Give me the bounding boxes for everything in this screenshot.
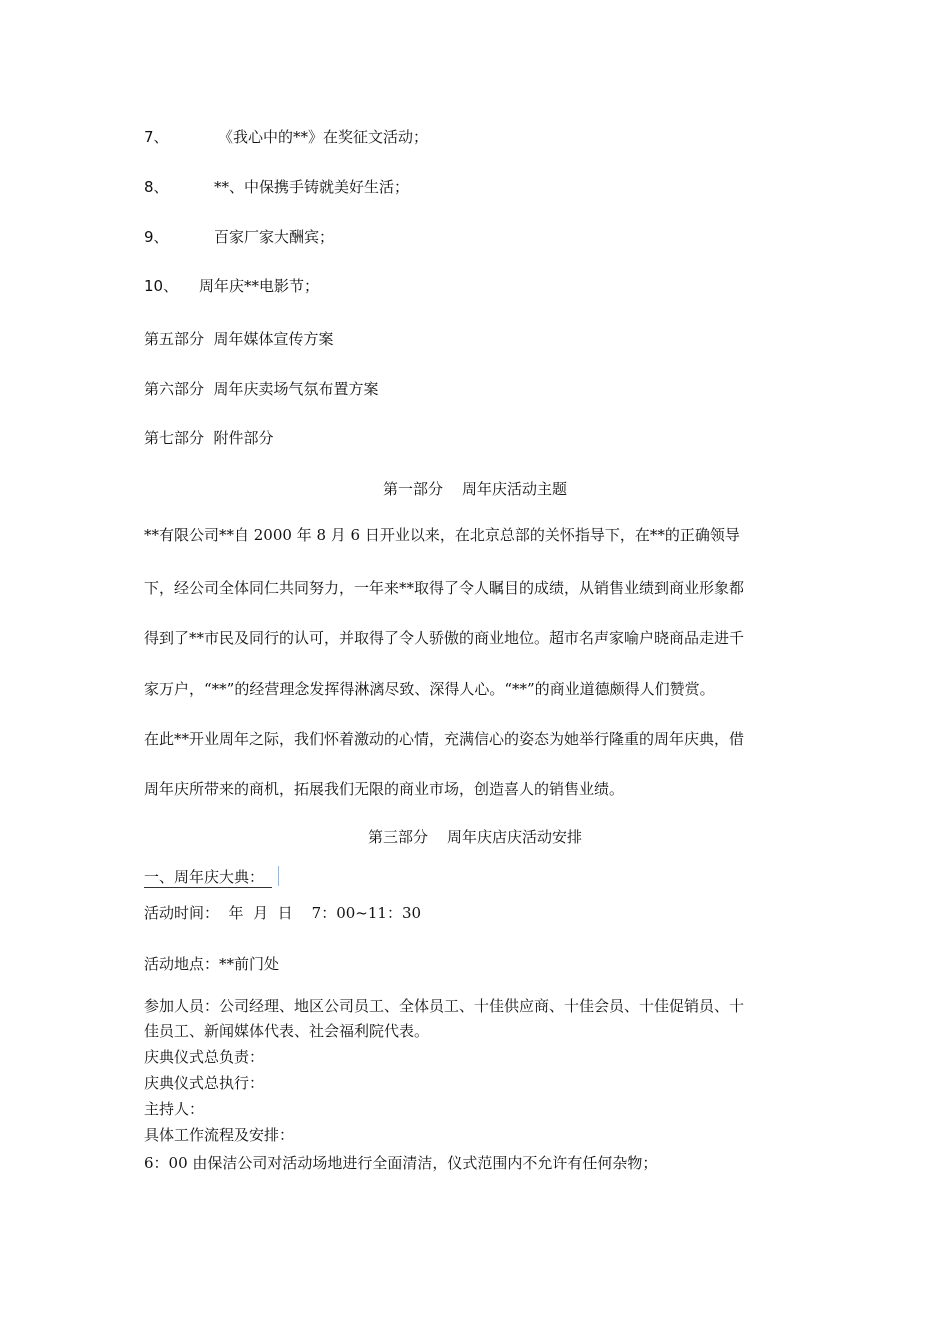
part-seven: 第七部分 附件部分	[144, 429, 274, 447]
text-cursor-marker	[278, 866, 279, 886]
ceremony-chief: 庆典仪式总负责：	[144, 1048, 265, 1066]
list-text: 百家厂家大酬宾；	[214, 228, 335, 246]
paragraph-line: 在此**开业周年之际，我们怀着激动的心情，充满信心的姿态为她举行隆重的周年庆典，借	[144, 730, 745, 748]
list-item-9	[144, 226, 334, 248]
paragraph-line: 得到了**市民及同行的认可，并取得了令人骄傲的商业地位。超市名声家喻户晓商品走进千	[144, 629, 745, 647]
list-text: 《我心中的**》在奖征文活动；	[218, 128, 429, 146]
workflow-step-600: 6：00 由保洁公司对活动场地进行全面清洁，仪式范围内不允许有任何杂物；	[144, 1154, 658, 1172]
activity-place: 活动地点：**前门处	[144, 955, 280, 973]
list-number: 9、	[144, 228, 169, 246]
paragraph-line: 家万户，“**”的经营理念发挥得淋漓尽致、深得人心。“**”的商业道德颇得人们赞赏。	[144, 680, 715, 698]
ceremony-executor: 庆典仪式总执行：	[144, 1074, 265, 1092]
section-three-heading: 第三部分 周年庆店庆活动安排	[367, 828, 583, 846]
sub-heading	[144, 866, 272, 888]
list-item-10	[144, 275, 319, 297]
list-number: 7、	[144, 128, 169, 146]
section-one-heading: 第一部分 周年庆活动主题	[382, 480, 568, 498]
list-number: 8、	[144, 178, 169, 196]
part-five: 第五部分 周年媒体宣传方案	[144, 330, 334, 348]
list-text: 周年庆**电影节；	[199, 277, 320, 295]
list-number: 10、	[144, 277, 179, 295]
host: 主持人：	[144, 1100, 205, 1118]
activity-time: 活动时间： 年 月 日 7：00~11：30	[144, 904, 422, 922]
list-item-8	[144, 176, 409, 198]
part-six: 第六部分 周年庆卖场气氛布置方案	[144, 380, 379, 398]
workflow-heading: 具体工作流程及安排：	[144, 1126, 295, 1144]
list-text: **、中保携手铸就美好生活；	[214, 178, 410, 196]
participants-line-2: 佳员工、新闻媒体代表、社会福利院代表。	[144, 1022, 430, 1040]
paragraph-line: 周年庆所带来的商机，拓展我们无限的商业市场，创造喜人的销售业绩。	[144, 780, 625, 798]
participants-line-1: 参加人员：公司经理、地区公司员工、全体员工、十佳供应商、十佳会员、十佳促销员、十	[144, 997, 745, 1015]
paragraph-line: **有限公司**自 2000 年 8 月 6 日开业以来，在北京总部的关怀指导下，在**的正确领导	[144, 526, 740, 544]
anniversary-ceremony-heading: 一、周年庆大典：	[144, 868, 272, 888]
paragraph-line: 下，经公司全体同仁共同努力，一年来**取得了令人瞩目的成绩，从销售业绩到商业形象都	[144, 579, 745, 597]
list-item-7	[144, 126, 428, 148]
